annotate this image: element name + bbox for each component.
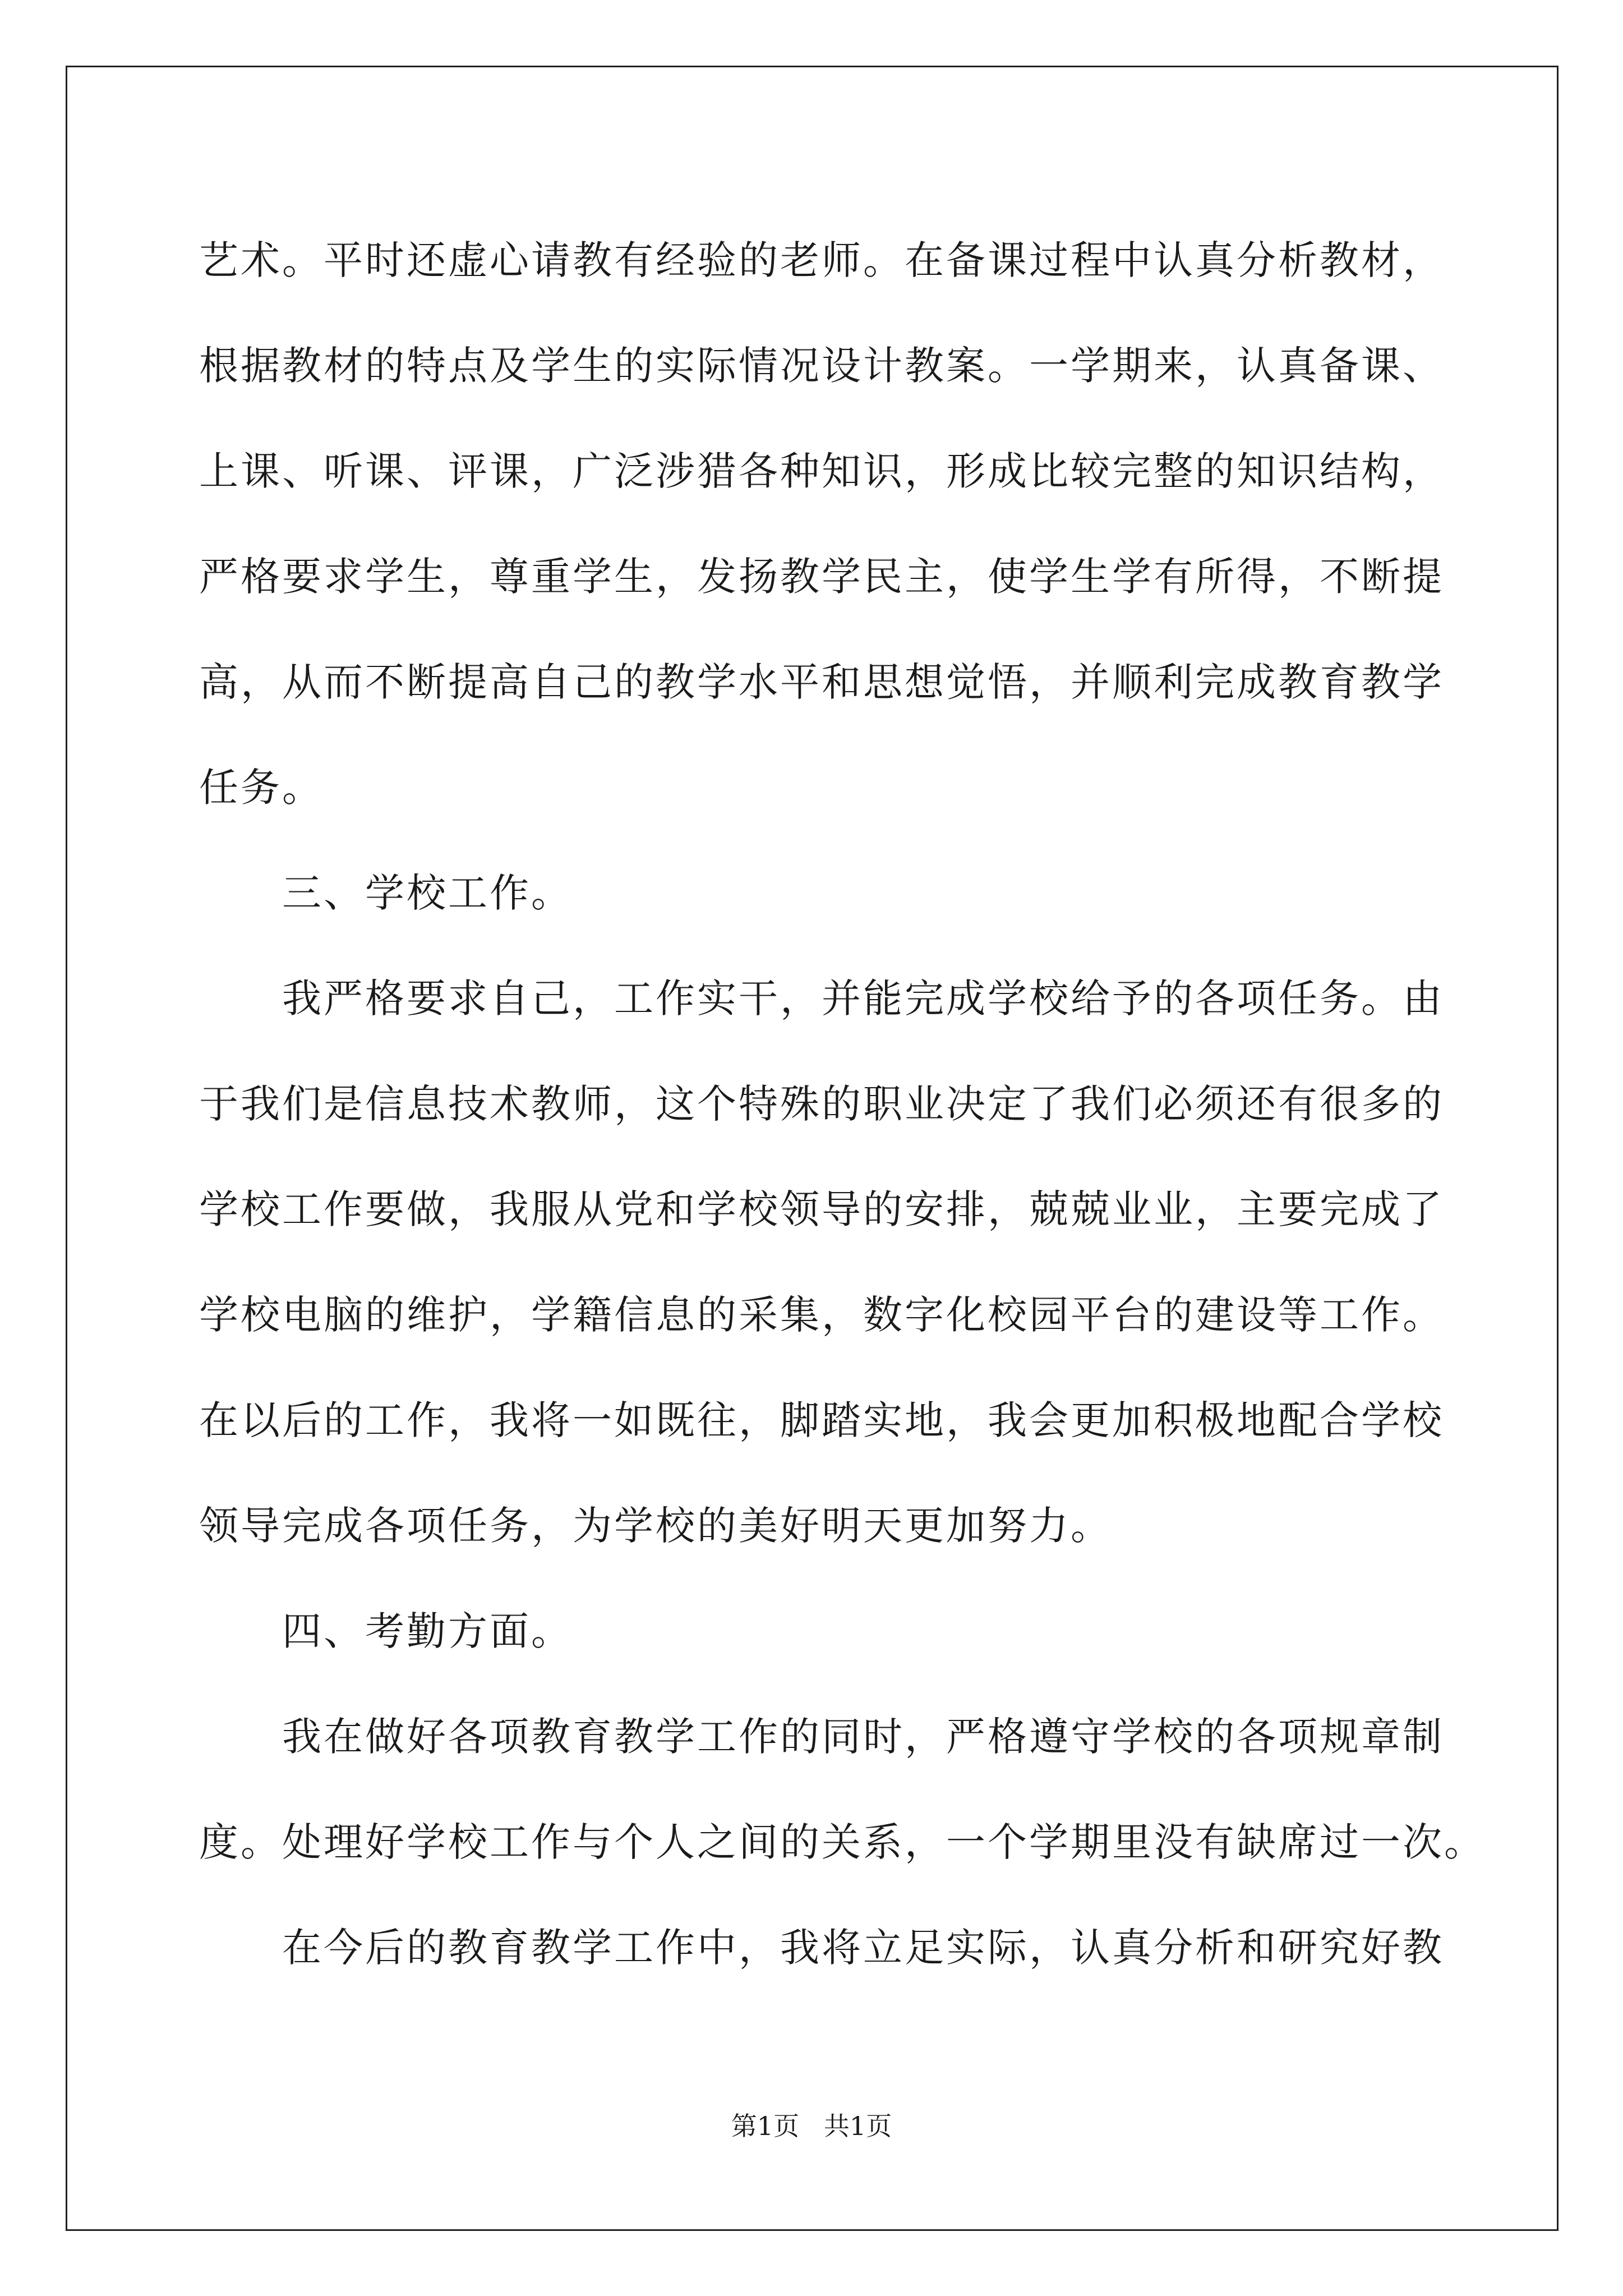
text-line-17: 在今后的教育教学工作中，我将立足实际，认真分析和研究好教 xyxy=(282,1925,1444,1971)
document-body xyxy=(199,208,1486,2000)
text-line-12: 在以后的工作，我将一如既往，脚踏实地，我会更加积极地配合学校 xyxy=(199,1397,1444,1443)
text-line-9: 于我们是信息技术教师，这个特殊的职业决定了我们必须还有很多的 xyxy=(199,1081,1444,1127)
text-line-3: 上课、听课、评课，广泛涉猎各种知识，形成比较完整的知识结构， xyxy=(199,448,1444,494)
text-line-10: 学校工作要做，我服从党和学校领导的安排，兢兢业业，主要完成了 xyxy=(199,1186,1444,1232)
text-line-6: 任务。 xyxy=(199,765,324,811)
text-line-13: 领导完成各项任务，为学校的美好明天更加努力。 xyxy=(199,1503,1112,1549)
text-line-16: 度。处理好学校工作与个人之间的关系，一个学期里没有缺席过一次。 xyxy=(199,1819,1486,1865)
text-line-15: 我在做好各项教育教学工作的同时，严格遵守学校的各项规章制 xyxy=(282,1714,1444,1760)
text-line-1: 艺术。平时还虚心请教有经验的老师。在备课过程中认真分析教材， xyxy=(199,237,1444,283)
text-line-2: 根据教材的特点及学生的实际情况设计教案。一学期来，认真备课、 xyxy=(199,343,1444,389)
text-line-4: 严格要求学生，尊重学生，发扬教学民主，使学生学有所得，不断提 xyxy=(199,554,1444,600)
text-line-5: 高，从而不断提高自己的教学水平和思想觉悟，并顺利完成教育教学 xyxy=(199,659,1444,705)
page-footer: 第1页 共1页 xyxy=(731,2111,892,2141)
section-heading-attendance: 四、考勤方面。 xyxy=(282,1608,573,1654)
text-line-11: 学校电脑的维护，学籍信息的采集，数字化校园平台的建设等工作。 xyxy=(199,1292,1444,1338)
text-line-8: 我严格要求自己，工作实干，并能完成学校给予的各项任务。由 xyxy=(282,976,1444,1022)
section-heading-school-work: 三、学校工作。 xyxy=(282,870,573,916)
